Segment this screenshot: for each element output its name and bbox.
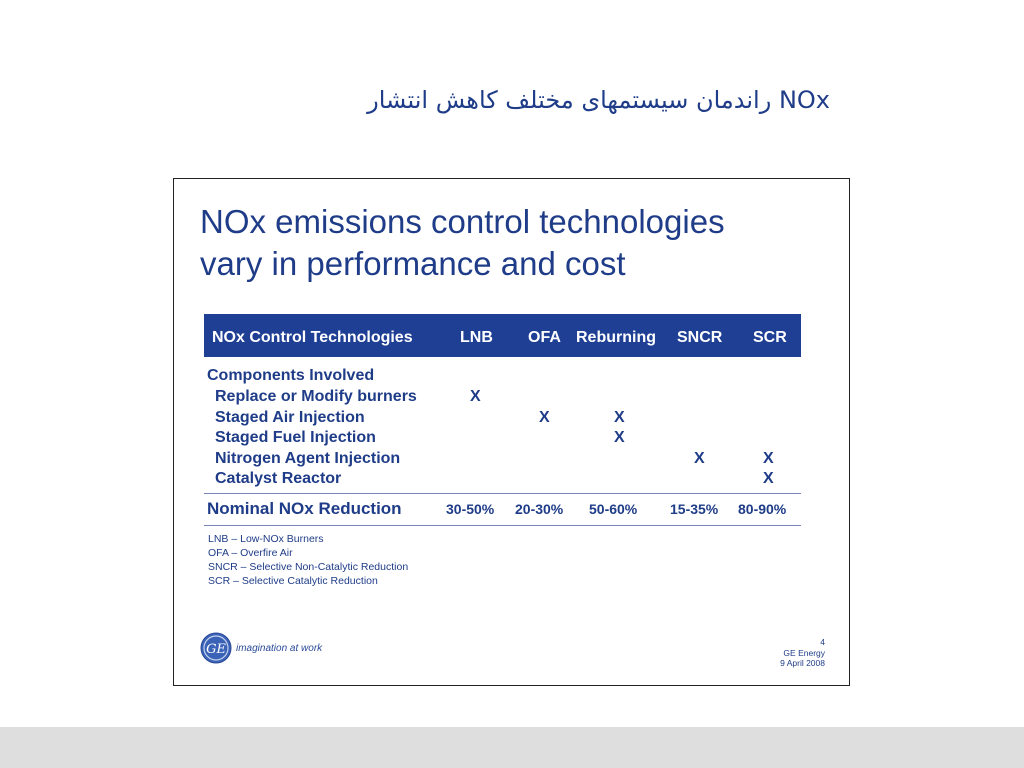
logo-text: GE [206,642,226,657]
reduction-scr: 80-90% [738,501,787,517]
section-label: Components Involved [207,367,375,384]
mark-scr: X [763,470,774,487]
page-number: 4 [820,637,825,647]
header-ofa: OFA [528,329,561,346]
row-label: Staged Air Injection [215,409,365,426]
mark-reburning: X [614,409,625,426]
table-header [204,314,801,357]
ge-logo-icon [200,632,232,664]
row-label: Staged Fuel Injection [215,429,376,446]
row-label: Nitrogen Agent Injection [215,450,401,467]
mark-reburning: X [614,429,625,446]
header-sncr: SNCR [677,329,723,346]
reduction-sncr: 15-35% [670,501,719,517]
mark-scr: X [763,450,774,467]
slide-title-line-2: vary in performance and cost [200,245,626,282]
reduction-reburning: 50-60% [589,501,638,517]
company-name: GE Energy [783,647,825,658]
legend-item: SCR – Selective Catalytic Reduction [208,575,378,587]
mark-ofa: X [539,409,550,426]
reduction-lnb: 30-50% [446,501,495,517]
slide-title-line-1: NOx emissions control technologies [200,203,725,240]
legend-item: SNCR – Selective Non-Catalytic Reduction [208,561,409,573]
reduction-label: Nominal NOx Reduction [207,499,402,518]
header-reburning: Reburning [576,329,656,346]
legend [208,532,408,588]
header-lnb: LNB [460,329,493,346]
tagline: imagination at work [236,643,323,654]
header-scr: SCR [753,329,787,346]
footer-date: 9 April 2008 [780,658,825,668]
mark-sncr: X [694,450,705,467]
slide [173,178,850,686]
divider [204,525,801,526]
row-label: Catalyst Reactor [215,470,342,487]
header-technologies: NOx Control Technologies [212,329,413,346]
legend-item: OFA – Overfire Air [208,547,293,559]
legend-item: LNB – Low-NOx Burners [208,533,324,545]
slide-title [200,201,840,285]
mark-lnb: X [470,388,481,405]
reduction-ofa: 20-30% [515,501,564,517]
page-title: NOx راندمان سیستمهای مختلف کاهش انتشار [367,86,830,114]
footer [780,637,825,669]
row-label: Replace or Modify burners [215,388,417,405]
divider [204,493,801,494]
bottom-bar [0,727,1024,768]
